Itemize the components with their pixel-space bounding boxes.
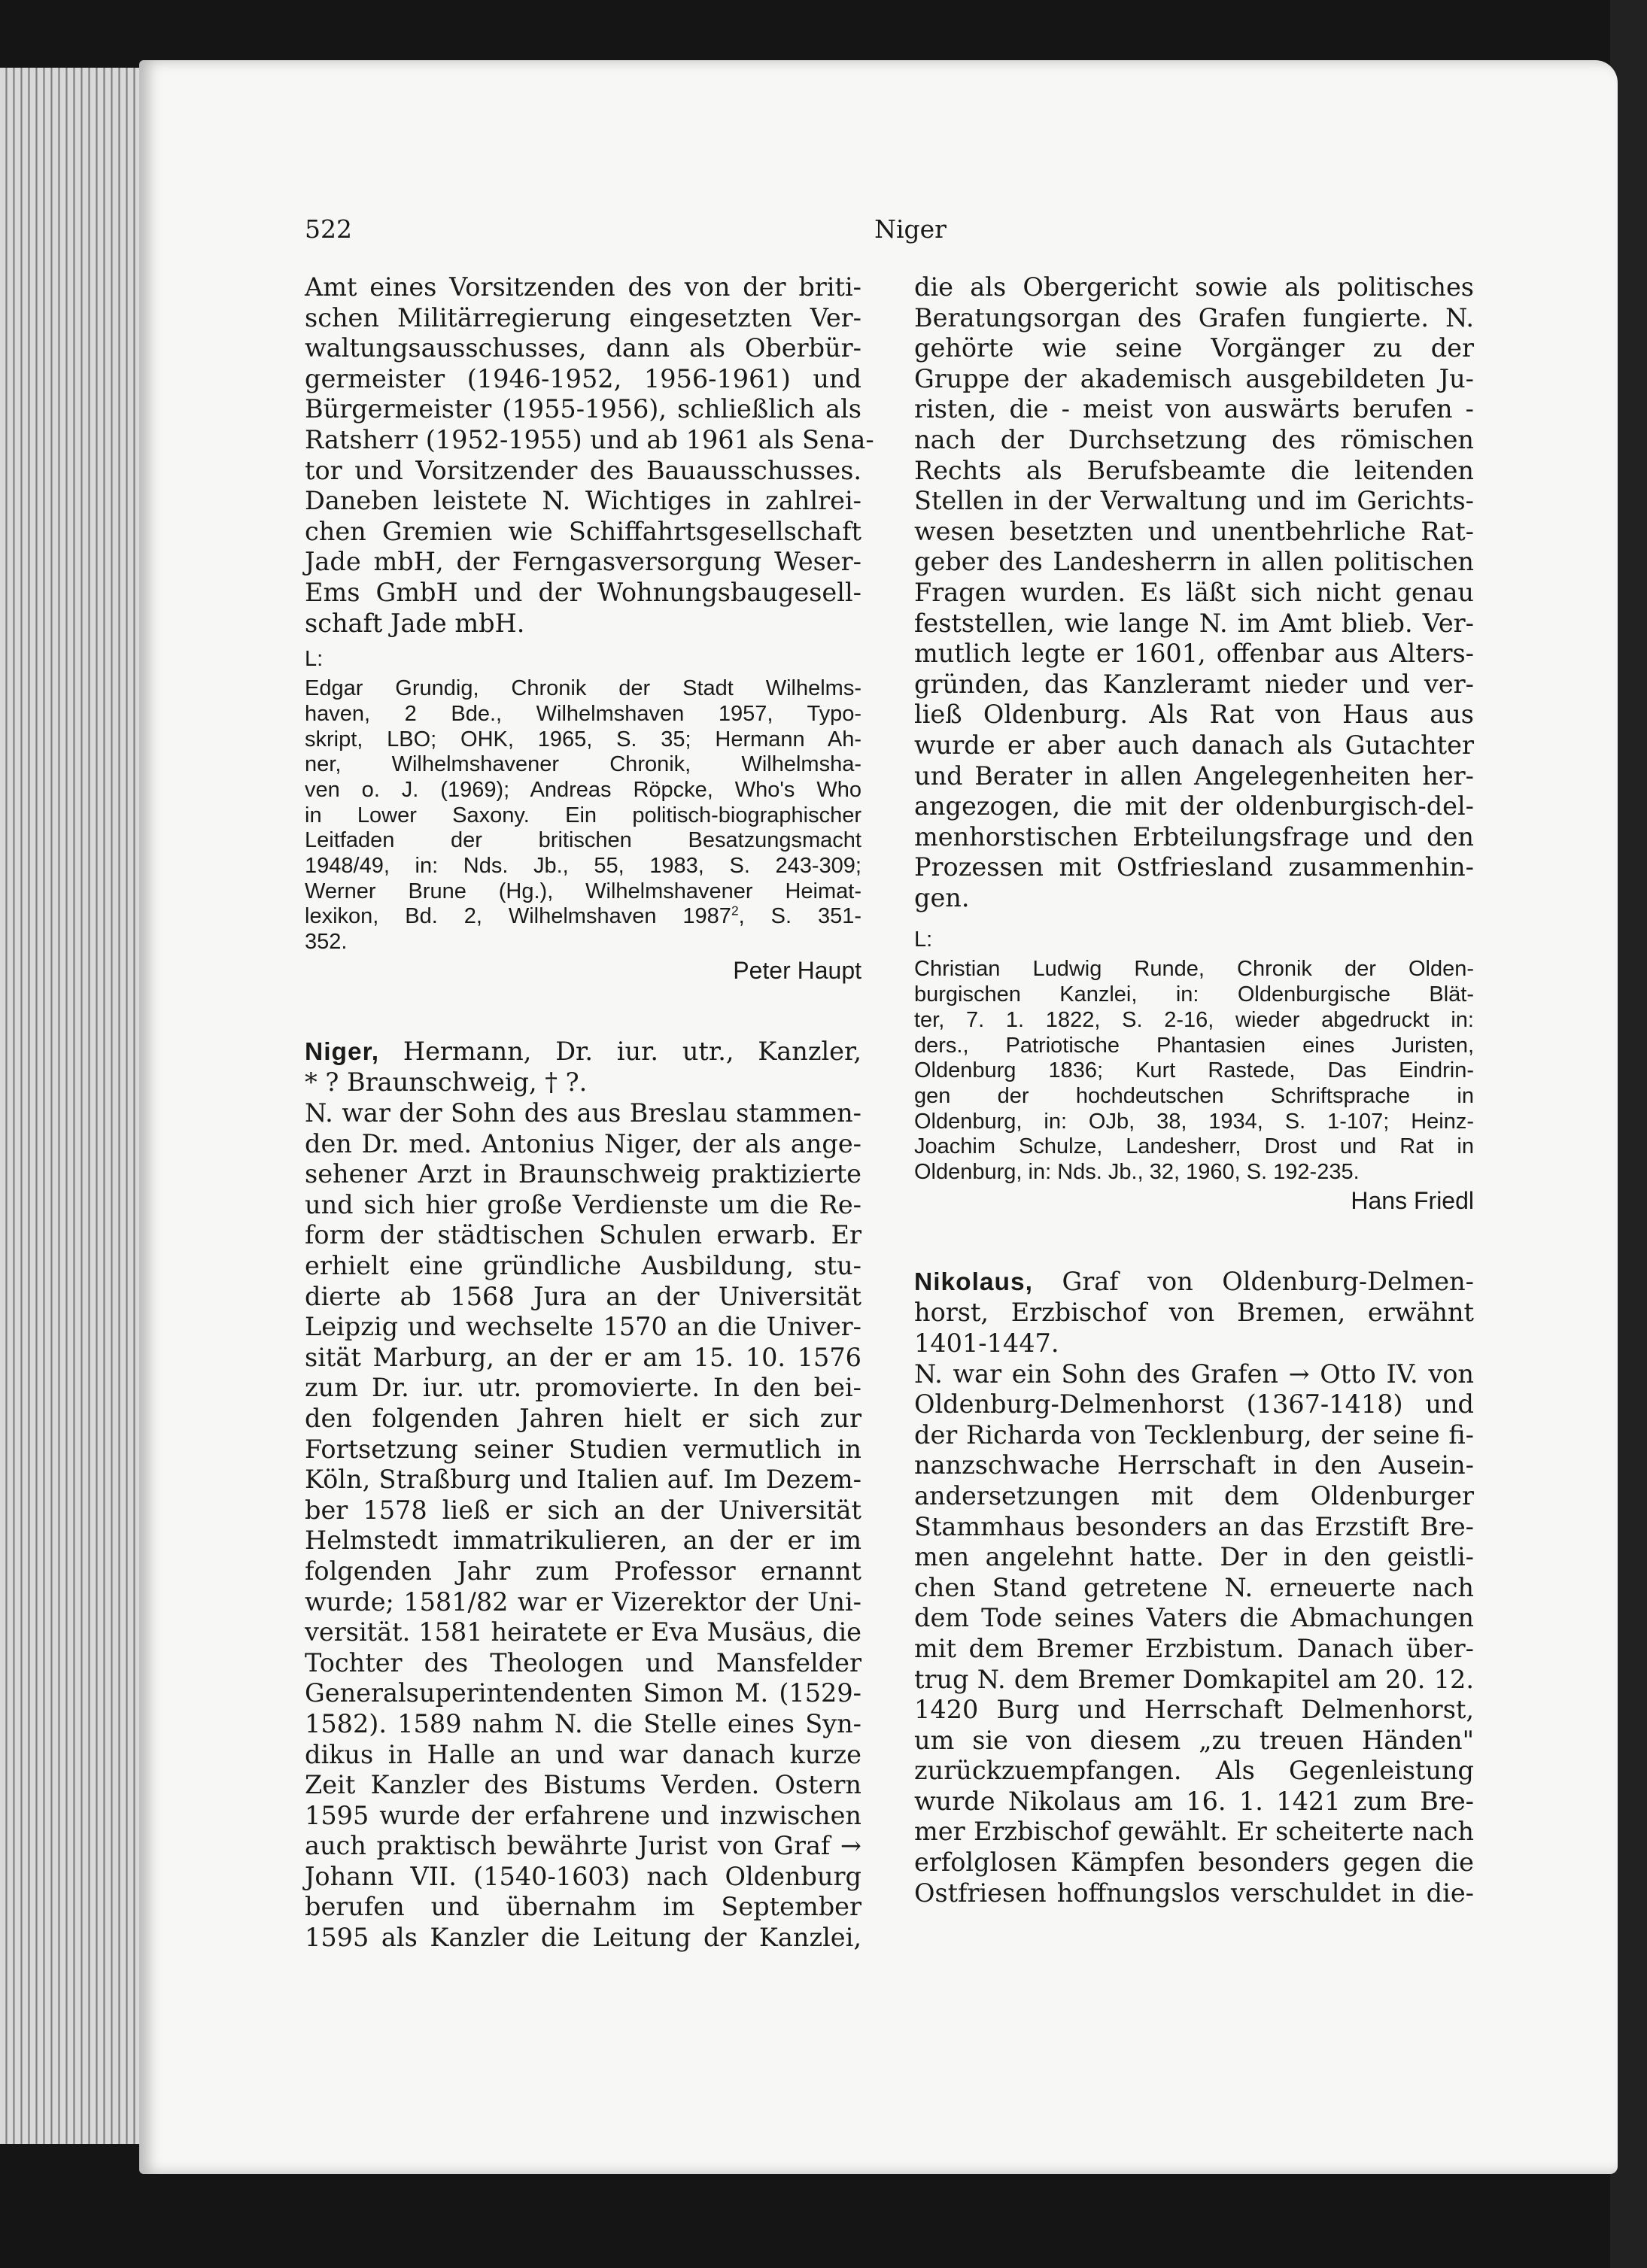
text-line: und sich hier große Verdienste um die Re- — [305, 1189, 861, 1219]
literature-line: in Lower Saxony. Ein politisch-biographischer — [305, 803, 861, 827]
text-line: wurde; 1581/82 war er Vizerektor der Uni- — [305, 1586, 861, 1617]
text-line: Fortsetzung seiner Studien vermutlich in — [305, 1434, 861, 1464]
right-continuation-paragraph — [914, 272, 1474, 913]
text-line: sität Marburg, an der er am 15. 10. 1576 — [305, 1342, 861, 1372]
text-line: tor und Vorsitzender des Bauausschusses. — [305, 455, 861, 485]
text-line: Köln, Straßburg und Italien auf. Im Dezem- — [305, 1465, 861, 1495]
literature-line: haven, 2 Bde., Wilhelmshaven 1957, Typo- — [305, 701, 861, 726]
literature-line: Werner Brune (Hg.), Wilhelmshavener Heimat- — [305, 879, 861, 903]
text-line: Fragen wurden. Es läßt sich nicht genau — [914, 577, 1474, 607]
entry-head-line: Graf von Oldenburg-Delmen- — [1032, 1266, 1474, 1296]
text-line: gen. — [914, 882, 970, 912]
literature-line: gen der hochdeutschen Schriftsprache in — [914, 1083, 1474, 1108]
text-line: Prozessen mit Ostfriesland zusammenhin- — [914, 852, 1474, 882]
text-line: berufen und übernahm im September — [305, 1892, 861, 1922]
text-line: erfolglosen Kämpfen besonders gegen die — [914, 1847, 1474, 1878]
text-line: 1420 Burg und Herrschaft Delmenhorst, — [914, 1695, 1474, 1725]
text-line: der Richarda von Tecklenburg, der seine fi- — [914, 1419, 1474, 1450]
right-author: Hans Friedl — [1351, 1186, 1474, 1214]
entry-head-line: Hermann, Dr. iur. utr., Kanzler, — [379, 1036, 861, 1066]
literature-line: Leitfaden der britischen Besatzungsmacht — [305, 828, 861, 853]
text-line: wurde Nikolaus am 16. 1. 1421 zum Bre- — [914, 1786, 1474, 1816]
text-line: men angelehnt hatte. Der in den geistli- — [914, 1542, 1474, 1572]
entry-nikolaus-headline — [914, 1267, 1474, 1298]
text-line: auch praktisch bewährte Jurist von Graf → — [305, 1831, 861, 1861]
text-line: feststellen, wie lange N. im Amt blieb. Ver- — [914, 608, 1474, 638]
literature-text: , S. 351- — [738, 904, 861, 929]
text-line: Amt eines Vorsitzenden des von der briti- — [305, 272, 861, 302]
text-line: N. war der Sohn des aus Breslau stammen- — [305, 1098, 861, 1128]
text-line: mit dem Bremer Erzbistum. Danach über- — [914, 1633, 1474, 1663]
text-line: wurde er aber auch danach als Gutachter — [914, 730, 1474, 760]
text-line: gründen, das Kanzleramt nieder und ver- — [914, 669, 1474, 699]
text-line: mutlich legte er 1601, offenbar aus Alters- — [914, 639, 1474, 669]
literature-line: Joachim Schulze, Landesherr, Drost und Rat in — [914, 1134, 1474, 1159]
text-line: waltungsausschusses, dann als Oberbür- — [305, 333, 861, 363]
text-line: 1595 als Kanzler die Leitung der Kanzlei, — [305, 1923, 861, 1953]
text-line: Beratungsorgan des Grafen fungierte. N. — [914, 302, 1474, 332]
entry-niger-body — [305, 1098, 861, 1954]
text-line: chen Gremien wie Schiffahrtsgesellschaft — [305, 516, 861, 546]
entry-niger-headline — [305, 1037, 861, 1068]
text-line: andersetzungen mit dem Oldenburger — [914, 1480, 1474, 1510]
text-line: Stammhaus besonders an das Erzstift Bre- — [914, 1511, 1474, 1541]
entry-keyword-niger: Niger, — [305, 1037, 380, 1066]
text-line: versität. 1581 heiratete er Eva Musäus, die — [305, 1617, 861, 1647]
text-line: Oldenburg-Delmenhorst (1367-1418) und — [914, 1389, 1474, 1419]
literature-line: Oldenburg, in: OJb, 38, 1934, S. 1-107; Heinz- — [914, 1109, 1474, 1134]
literature-line: Christian Ludwig Runde, Chronik der Olden- — [914, 957, 1474, 982]
page-number: 522 — [305, 214, 352, 244]
text-line: Ostfriesen hoffnungslos verschuldet in die- — [914, 1878, 1474, 1908]
entry-head-line: 1401-1447. — [914, 1328, 1059, 1358]
scan-top-border — [0, 0, 1647, 68]
text-line: gehörte wie seine Vorgänger zu der — [914, 333, 1474, 363]
text-line: schaft Jade mbH. — [305, 608, 525, 638]
text-line: risten, die - meist von auswärts berufen - — [914, 394, 1474, 424]
text-line: 1582). 1589 nahm N. die Stelle eines Syn- — [305, 1708, 861, 1738]
text-line: mer Erzbischof gewählt. Er scheiterte nach — [914, 1817, 1474, 1847]
text-line: wesen besetzten und unentbehrliche Rat- — [914, 516, 1474, 546]
text-line: form der städtischen Schulen erwarb. Er — [305, 1220, 861, 1250]
literature-line: skript, LBO; OHK, 1965, S. 35; Hermann Ah- — [305, 727, 861, 751]
text-line: den Dr. med. Antonius Niger, der als ange- — [305, 1128, 861, 1158]
running-title: Niger — [874, 214, 947, 244]
literature-line: 1948/49, in: Nds. Jb., 55, 1983, S. 243-309; — [305, 854, 861, 879]
text-line: germeister (1946-1952, 1956-1961) und — [305, 363, 861, 393]
text-line: Rechts als Berufsbeamte die leitenden — [914, 455, 1474, 485]
literature-line: Oldenburg 1836; Kurt Rastede, Das Eindrin- — [914, 1058, 1474, 1083]
text-line: Stellen in der Verwaltung und im Gerichts- — [914, 486, 1474, 516]
entry-niger — [305, 1037, 861, 1098]
literature-text: lexikon, Bd. 2, Wilhelmshaven 1987 — [305, 904, 731, 929]
text-line: 1595 wurde der erfahrene und inzwischen — [305, 1800, 861, 1830]
text-line: Bürgermeister (1955-1956), schließlich als — [305, 394, 861, 424]
text-line: Johann VII. (1540-1603) nach Oldenburg — [305, 1861, 861, 1891]
text-line: um sie von diesem „zu treuen Händen" — [914, 1725, 1474, 1755]
text-line: den folgenden Jahren hielt er sich zur — [305, 1403, 861, 1433]
entry-nikolaus — [914, 1267, 1474, 1359]
entry-head-line: * ? Braunschweig, † ?. — [305, 1067, 588, 1098]
left-column — [305, 272, 874, 1954]
text-line: Helmstedt immatrikulieren, an der er im — [305, 1526, 861, 1556]
text-line: ließ Oldenburg. Als Rat von Haus aus — [914, 700, 1474, 730]
text-line: schen Militärregierung eingesetzten Ver- — [305, 302, 861, 332]
text-line: Generalsuperintendenten Simon M. (1529- — [305, 1678, 861, 1708]
text-line: erhielt eine gründliche Ausbildung, stu- — [305, 1251, 861, 1281]
text-line: und Berater in allen Angelegenheiten her- — [914, 761, 1474, 791]
literature-line: ter, 7. 1. 1822, S. 2-16, wieder abgedruckt in: — [914, 1007, 1474, 1032]
right-column — [914, 272, 1474, 1908]
literature-line: 352. — [305, 930, 348, 955]
text-line: die als Obergericht sowie als politisches — [914, 272, 1474, 302]
text-line: Jade mbH, der Ferngasversorgung Weser- — [305, 547, 861, 577]
left-author: Peter Haupt — [733, 956, 861, 984]
left-continuation-paragraph — [305, 272, 874, 639]
text-line: Zeit Kanzler des Bistums Verden. Ostern — [305, 1770, 861, 1800]
text-line: geber des Landesherrn in allen politischen — [914, 547, 1474, 577]
right-literature — [914, 957, 1474, 1185]
literature-line: Edgar Grundig, Chronik der Stadt Wilhelms- — [305, 676, 861, 701]
text-line: dikus in Halle an und war danach kurze — [305, 1739, 861, 1769]
text-line: Ems GmbH und der Wohnungsbaugesell- — [305, 577, 861, 607]
text-line: nanzschwache Herrschaft in den Ausein- — [914, 1450, 1474, 1480]
left-literature-label: L: — [305, 647, 324, 672]
text-line: angezogen, die mit der oldenburgisch-del- — [914, 791, 1474, 821]
text-line: chen Stand getretene N. erneuerte nach — [914, 1572, 1474, 1602]
text-line: dierte ab 1568 Jura an der Universität — [305, 1281, 861, 1311]
literature-line: ders., Patriotische Phantasien eines Juristen, — [914, 1033, 1474, 1058]
text-line: Gruppe der akademisch ausgebildeten Ju- — [914, 363, 1474, 393]
book-page-edges — [0, 68, 143, 2144]
text-line: sehener Arzt in Braunschweig praktizierte — [305, 1159, 861, 1189]
right-literature-label: L: — [914, 928, 933, 952]
edition-superscript: 2 — [731, 903, 739, 918]
entry-keyword-nikolaus: Nikolaus, — [914, 1268, 1033, 1296]
literature-line: ner, Wilhelmshavener Chronik, Wilhelmsha- — [305, 752, 861, 777]
entry-head-line: horst, Erzbischof von Bremen, erwähnt — [914, 1298, 1474, 1328]
text-line: nach der Durchsetzung des römischen — [914, 424, 1474, 454]
literature-line: Oldenburg, in: Nds. Jb., 32, 1960, S. 192-235. — [914, 1160, 1360, 1185]
text-line: ber 1578 ließ er sich an der Universität — [305, 1495, 861, 1525]
text-line: folgenden Jahr zum Professor ernannt — [305, 1556, 861, 1586]
literature-line: ven o. J. (1969); Andreas Röpcke, Who's Who — [305, 777, 861, 802]
literature-line — [305, 904, 861, 930]
text-line: dem Tode seines Vaters die Abmachungen — [914, 1603, 1474, 1633]
text-line: N. war ein Sohn des Grafen → Otto IV. von — [914, 1359, 1474, 1389]
text-line: zum Dr. iur. utr. promovierte. In den bei- — [305, 1373, 861, 1403]
text-line: zurückzuempfangen. Als Gegenleistung — [914, 1756, 1474, 1786]
text-line: Daneben leistete N. Wichtiges in zahlrei- — [305, 486, 861, 516]
text-line: Leipzig und wechselte 1570 an die Univer- — [305, 1312, 861, 1342]
entry-nikolaus-body — [914, 1359, 1474, 1909]
text-line: menhorstischen Erbteilungsfrage und den — [914, 821, 1474, 852]
text-line: Tochter des Theologen und Mansfelder — [305, 1647, 861, 1677]
running-head — [305, 214, 1516, 252]
left-literature — [305, 676, 861, 955]
text-line: Ratsherr (1952-1955) und ab 1961 als Sena- — [305, 424, 874, 454]
literature-line: burgischen Kanzlei, in: Oldenburgische Blät- — [914, 982, 1474, 1007]
text-line: trug N. dem Bremer Domkapitel am 20. 12. — [914, 1664, 1474, 1694]
